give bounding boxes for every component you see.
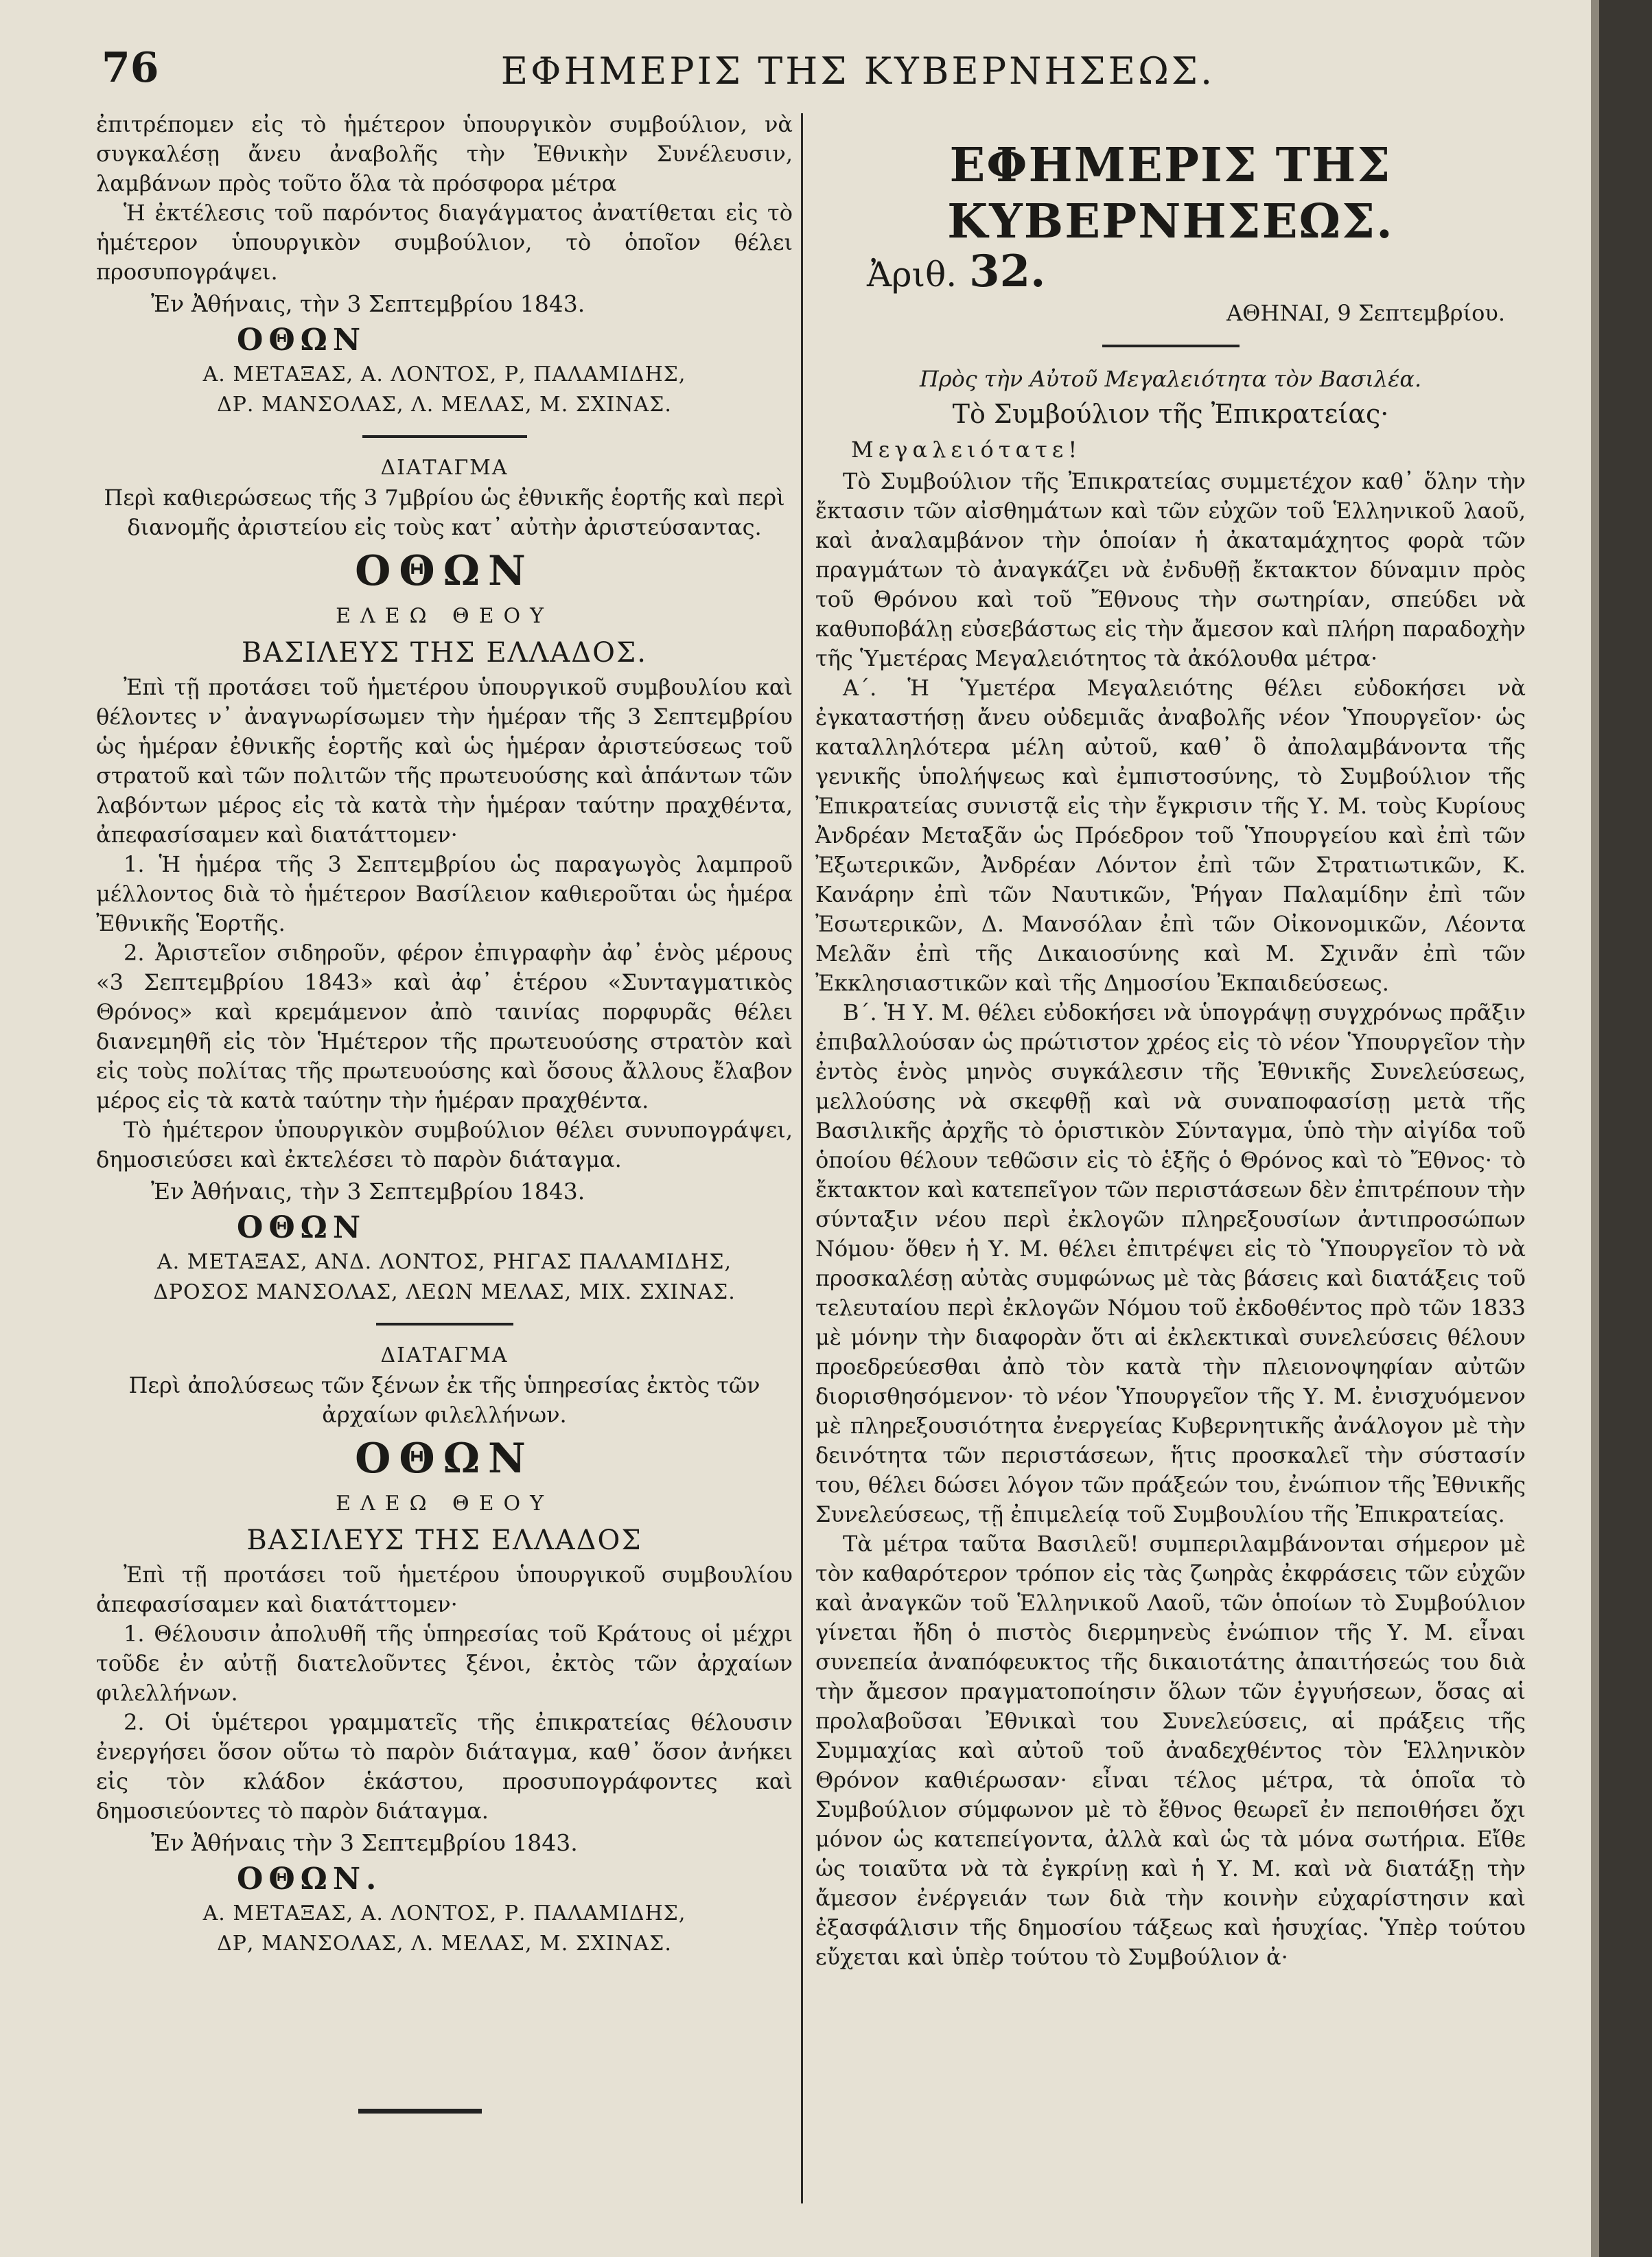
intro-signatories-1: Α. ΜΕΤΑΞΑΣ, Α. ΛΟΝΤΟΣ, Ρ, ΠΑΛΑΜΙΔΗΣ, <box>202 362 686 386</box>
decree-1-paragraph-1: Ἐπὶ τῇ προτάσει τοῦ ἡμετέρου ὑπουργικοῦ συμβουλίου καὶ θέλοντες ν᾽ ἀναγνωρίσωμεν τὴν ἡμέραν τῆς 3 Σεπτεμβρίου ὡς ἡμέραν ἐθνικῆς ἑορτῆς καὶ ὡς ἡμέραν ἀριστεύσεως τοῦ στρατοῦ καὶ τῶν πολιτῶν τῆς πρωτευούσης καὶ ἁπάντων τῶν λαβόντων μέρος εἰς τὰ κατὰ τὴν ἡμέραν ταύτην πραχθέντα, ἀπεφασίσαμεν καὶ διατάττομεν· <box>96 674 793 848</box>
place-date: ΑΘΗΝΑΙ, 9 Σεπτεμβρίου. <box>1226 300 1505 326</box>
masthead: ΕΦΗΜΕΡΙΣ ΤΗΣ ΚΥΒΕΡΝΗΣΕΩΣ. <box>947 138 1394 249</box>
salutation: Μεγαλειότατε! <box>851 437 1082 463</box>
decree-1-signatories-1: Α. ΜΕΤΑΞΑΣ, ΑΝΔ. ΛΟΝΤΟΣ, ΡΗΓΑΣ ΠΑΛΑΜΙΔΗΣ, <box>156 1250 732 1274</box>
left-column <box>96 110 793 1959</box>
decree-2-paragraph-2: 1. Θέλουσιν ἀπολυθῆ τῆς ὑπηρεσίας τοῦ Κράτους οἱ μέχρι τοῦδε ἐν αὐτῇ διατελοῦντες ξένοι, ἐκτὸς τῶν ἀρχαίων φιλελλήνων. <box>96 1621 793 1706</box>
decree-1-signatories-2: ΔΡΟΣΟΣ ΜΑΝΣΟΛΑΣ, ΛΕΩΝ ΜΕΛΑΣ, ΜΙΧ. ΣΧΙΝΑΣ. <box>153 1280 736 1304</box>
intro-paragraph-1: ἐπιτρέπομεν εἰς τὸ ἡμέτερον ὑπουργικὸν συμβούλιον, νὰ συγκαλέσῃ ἄνευ ἀναβολῆς τὴν Ἐθνικὴν Συνέλευσιν, λαμβάνων πρὸς τοῦτο ὅλα τὰ πρόσφορα μέτρα <box>96 111 793 196</box>
decree-1-date: Ἐν Ἀθήναις, τὴν 3 Σεπτεμβρίου 1843. <box>151 1178 585 1205</box>
issue-number <box>867 246 1526 297</box>
decree-2-subject: Περὶ ἀπολύσεως τῶν ξένων ἐκ τῆς ὑπηρεσίας ἐκτὸς τῶν ἀρχαίων φιλελλήνων. <box>128 1372 760 1428</box>
page-edge <box>1599 0 1652 2257</box>
decree-1-grace: ΕΛΕΩ ΘΕΟΥ <box>336 604 553 628</box>
decree-1-king-signature: ΟΘΩΝ <box>237 1210 367 1245</box>
decree-1-paragraph-4: Τὸ ἡμέτερον ὑπουργικὸν συμβούλιον θέλει συνυπογράψει, δημοσιεύσει καὶ ἐκτελέσει τὸ παρὸν διάταγμα. <box>96 1117 793 1172</box>
column-divider <box>801 113 803 2203</box>
intro-signatories-2: ΔΡ. ΜΑΝΣΟΛΑΣ, Λ. ΜΕΛΑΣ, Μ. ΣΧΙΝΑΣ. <box>217 393 672 417</box>
intro-date: Ἐν Ἀθήναις, τὴν 3 Σεπτεμβρίου 1843. <box>151 290 585 317</box>
decree-2-king-name: ΟΘΩΝ <box>355 1435 534 1483</box>
decree-2-signatories-1: Α. ΜΕΤΑΞΑΣ, Α. ΛΟΝΤΟΣ, Ρ. ΠΑΛΑΜΙΔΗΣ, <box>202 1901 686 1925</box>
address-line: Πρὸς τὴν Αὐτοῦ Μεγαλειότητα τὸν Βασιλέα. <box>919 366 1422 392</box>
decree-2-grace: ΕΛΕΩ ΘΕΟΥ <box>336 1492 553 1516</box>
intro-king-name: ΟΘΩΝ <box>237 323 367 358</box>
decree-2-date: Ἐν Ἀθήναις τὴν 3 Σεπτεμβρίου 1843. <box>151 1829 578 1856</box>
decree-2-paragraph-3: 2. Οἱ ὑμέτεροι γραμματεῖς τῆς ἐπικρατείας θέλουσιν ἐνεργήσει ὅσον οὕτω τὸ παρὸν διάταγμα, καθ᾽ ὅσον ἀνήκει εἰς τὸν κλάδον ἑκάστου, προσυπογράφοντες καὶ δημοσιεύοντες τὸ παρὸν διάταγμα. <box>96 1709 793 1824</box>
decree-2-signatories-2: ΔΡ, ΜΑΝΣΟΛΑΣ, Λ. ΜΕΛΑΣ, Μ. ΣΧΙΝΑΣ. <box>217 1932 672 1956</box>
intro-paragraph-2: Ἡ ἐκτέλεσις τοῦ παρόντος διαγάγματος ἀνατίθεται εἰς τὸ ἡμέτερον ὑπουργικὸν συμβούλιον, τὸ ὁποῖον θέλει προσυπογράψει. <box>96 200 793 285</box>
running-title: ΕΦΗΜΕΡΙΣ ΤΗΣ ΚΥΒΕΡΝΗΣΕΩΣ. <box>500 49 1215 93</box>
section-rule <box>1102 345 1240 347</box>
decree-1-paragraph-2: 1. Ἡ ἡμέρα τῆς 3 Σεπτεμβρίου ὡς παραγωγὸς λαμπροῦ μέλλοντος διὰ τὸ ἡμέτερον Βασίλειον καθιεροῦται ὡς ἡμέρα Ἐθνικῆς Ἑορτῆς. <box>96 851 793 936</box>
right-column <box>815 110 1526 1972</box>
end-rule <box>358 2109 482 2114</box>
memo-paragraph-3: Β΄. Ἡ Υ. Μ. θέλει εὐδοκήσει νὰ ὑπογράψῃ συγχρόνως πρᾶξιν ἐπιβαλλούσαν ὡς πρώτιστον χρέος εἰς τὸ νέον Ὑπουργεῖον τὴν ἐντὸς ἑνὸς μηνὸς συγκάλεσιν τῆς Ἐθνικῆς Συνελεύσεως, μελλούσης νὰ σκεφθῇ καὶ νὰ συναποφασίσῃ μετὰ τῆς Βασιλικῆς ἀρχῆς τὸ ὁριστικὸν Σύνταγμα, ὑπὸ τὴν αἰγίδα τοῦ ὁποίου θέλουν τεθῶσιν εἰς τὸ ἑξῆς ὁ Θρόνος καὶ τὸ Ἔθνος· τὸ ἔκτακτον καὶ κατεπεῖγον τῶν περιστάσεων δὲν ἐπιτρέπουν τὴν σύνταξιν νέου περὶ ἐκλογῶν πληρεξουσίων ἀντιπροσώπων Νόμου· ὅθεν ἡ Υ. Μ. θέλει ἐπιτρέψει εἰς τὸ Ὑπουργεῖον τὸ νὰ προσκαλέσῃ αὐτὰς συμφώνως μὲ τὰς βάσεις καὶ διατάξεις τοῦ τελευταίου περὶ ἐκλογῶν Νόμου τοῦ ἐκδοθέντος πρὸ τῶν 1833 μὲ μόνην τὴν διαφορὰν ὅτι αἱ ἐκλεκτικαὶ συνελεύσεις θέλουν προεδρεύεσθαι ἀπὸ τὸν κατὰ τὴν πλειονοψηφίαν αὐτῶν διορισθησόμενον· τὸ νέον Ὑπουργεῖον τῆς Υ. Μ. ἐνισχυόμενον μὲ πληρεξουσιότητα ἐνεργείας Κυβερνητικῆς ἀνάλογον μὲ τὴν δεινότητα τῶν περιστάσεων, ἥτις προσκαλεῖ τὴν σύστασίν του, θέλει δώσει λόγον τῶν πράξεών του, ἐνώπιον τῆς Ἐθνικῆς Συνελεύσεως, τῇ ἐπιμελείᾳ τοῦ Συμβουλίου τῆς Ἐπικρατείας. <box>815 999 1526 1527</box>
council-heading: Τὸ Συμβούλιον τῆς Ἐπικρατείας· <box>952 399 1389 429</box>
decree-2-title: ΔΙΑΤΑΓΜΑ <box>380 1343 509 1367</box>
decree-1-paragraph-3: 2. Ἀριστεῖον σιδηροῦν, φέρον ἐπιγραφὴν ἀφ᾽ ἑνὸς μέρους «3 Σεπτεμβρίου 1843» καὶ ἀφ᾽ ἑτέρου «Συνταγματικὸς Θρόνος» καὶ κρεμάμενον ἀπὸ ταινίας πορφυρᾶς θέλει διανεμηθῆ εἰς τὸν Ἡμέτερον τῆς πρωτευούσης στρατὸν καὶ εἰς τοὺς πολίτας τῆς πρωτευούσης καὶ ὅσους ἄλλους ἔλαβον μέρος εἰς τὰ κατὰ ταύτην τὴν ἡμέραν πραχθέντα. <box>96 940 793 1113</box>
memo-paragraph-1: Τὸ Συμβούλιον τῆς Ἐπικρατείας συμμετέχον καθ᾽ ὅλην τὴν ἔκτασιν τῶν αἰσθημάτων καὶ τῶν εὐχῶν τοῦ Ἑλληνικοῦ λαοῦ, καὶ ἀναλαμβάνον τὴν ὁποίαν ἡ ἀκαταμάχητος φορὰ τῶν πραγμάτων τὸ ἀναγκάζει νὰ ἐνδυθῇ ἔκτακτον δύναμιν πρὸς τοῦ Θρόνου καὶ τοῦ Ἔθνους τὴν σωτηρίαν, σπεύδει νὰ καθυποβάλῃ εὐσεβάστως εἰς τὴν ἄμεσον καὶ πλήρη παραδοχὴν τῆς Ὑμετέρας Μεγαλειότητος τὰ ἀκόλουθα μέτρα· <box>815 468 1526 671</box>
memo-paragraph-4: Τὰ μέτρα ταῦτα Βασιλεῦ! συμπεριλαμβάνονται σήμερον μὲ τὸν καθαρότερον τρόπον εἰς τὰς ζωηρὰς ἐκφράσεις τῶν εὐχῶν καὶ ἀναγκῶν τοῦ Ἑλληνικοῦ Λαοῦ, τῶν ὁποίων τὸ Συμβούλιον γίνεται ἤδη ὁ πιστὸς διερμηνεὺς ἐνώπιον τῆς Υ. Μ. εἶναι συνεπεία ἀναπόφευκτος τῆς δικαιοτάτης ἀπαιτήσεώς του διὰ τὴν ἄμεσον πραγματοποίησιν ὅλων τῶν ἐγγυήσεων, ὅσας αἱ προλαβοῦσαι Ἐθνικαὶ του Συνελεύσεις, αἱ πράξεις τῆς Συμμαχίας καὶ αὐτοῦ τοῦ ἀναδεχθέντος τὸν Ἑλληνικὸν Θρόνον καθιέρωσαν· εἶναι τέλος μέτρα, τὰ ὁποῖα τὸ Συμβούλιον σύμφωνον μὲ τὸ ἔθνος θεωρεῖ ἐν πεποιθήσει ὄχι μόνον ὡς κατεπείγοντα, ἀλλὰ καὶ ὡς τὰ μόνα σωτήρια. Εἴθε ὡς τοιαῦτα νὰ τὰ ἐγκρίνῃ καὶ ἡ Υ. Μ. καὶ νὰ διατάξῃ τὴν ἄμεσον ἐνέργειάν των διὰ τὴν κοινὴν εὐχαρίστησιν καὶ ἐξασφάλισιν τῆς δημοσίου τάξεως καὶ ἡσυχίας. Ὑπὲρ τούτου εὔχεται καὶ ὑπὲρ τούτου τὸ Συμβούλιον ἀ· <box>815 1531 1526 1970</box>
issue-label: Ἀριθ. <box>867 255 957 294</box>
issue-value: 32. <box>969 246 1046 297</box>
decree-1-basileus: ΒΑΣΙΛΕΥΣ ΤΗΣ ΕΛΛΑΔΟΣ. <box>242 637 647 669</box>
decree-1-title: ΔΙΑΤΑΓΜΑ <box>380 456 509 480</box>
page-number: 76 <box>102 44 159 92</box>
section-rule <box>376 1323 513 1326</box>
decree-2-basileus: ΒΑΣΙΛΕΥΣ ΤΗΣ ΕΛΛΑΔΟΣ <box>246 1525 642 1556</box>
page-edge-shadow <box>1591 0 1599 2257</box>
memo-paragraph-2: Α΄. Ἡ Ὑμετέρα Μεγαλειότης θέλει εὐδοκήσει νὰ ἐγκαταστήσῃ ἄνευ οὐδεμιᾶς ἀναβολῆς νέον Ὑπουργεῖον· ὡς καταλληλότερα μέλη αὐτοῦ, καθ᾽ ὃ ἀπολαμβάνοντα τῆς γενικῆς ὑπολήψεως καὶ ἐμπιστοσύνης, τὸ Συμβούλιον τῆς Ἐπικρατείας συνιστᾷ εἰς τὴν ἔγκρισιν τῆς Υ. Μ. τοὺς Κυρίους Ἀνδρέαν Μεταξᾶν ὡς Πρόεδρον τοῦ Ὑπουργείου καὶ ἐπὶ τῶν Ἐξωτερικῶν, Ἀνδρέαν Λόντον ἐπὶ τῶν Στρατιωτικῶν, Κ. Κανάρην ἐπὶ τῶν Ναυτικῶν, Ῥήγαν Παλαμίδην ἐπὶ τῶν Ἐσωτερικῶν, Δ. Μανσόλαν ἐπὶ τῶν Οἰκονομικῶν, Λέοντα Μελᾶν ἐπὶ τῆς Δικαιοσύνης καὶ Μ. Σχινᾶν ἐπὶ τῶν Ἐκκλησιαστικῶν καὶ τῆς Δημοσίου Ἐκπαιδεύσεως. <box>815 675 1526 996</box>
decree-1-subject: Περὶ καθιερώσεως τῆς 3 7μβρίου ὡς ἐθνικῆς ἑορτῆς καὶ περὶ διανομῆς ἀριστείου εἰς τοὺς κατ᾽ αὐτὴν ἀριστεύσαντας. <box>104 485 785 540</box>
section-rule <box>362 435 527 438</box>
decree-2-king-signature: ΟΘΩΝ. <box>237 1862 382 1897</box>
decree-2-paragraph-1: Ἐπὶ τῇ προτάσει τοῦ ἡμετέρου ὑπουργικοῦ συμβουλίου ἀπεφασίσαμεν καὶ διατάττομεν· <box>96 1562 793 1617</box>
decree-1-king-name: ΟΘΩΝ <box>355 547 534 595</box>
